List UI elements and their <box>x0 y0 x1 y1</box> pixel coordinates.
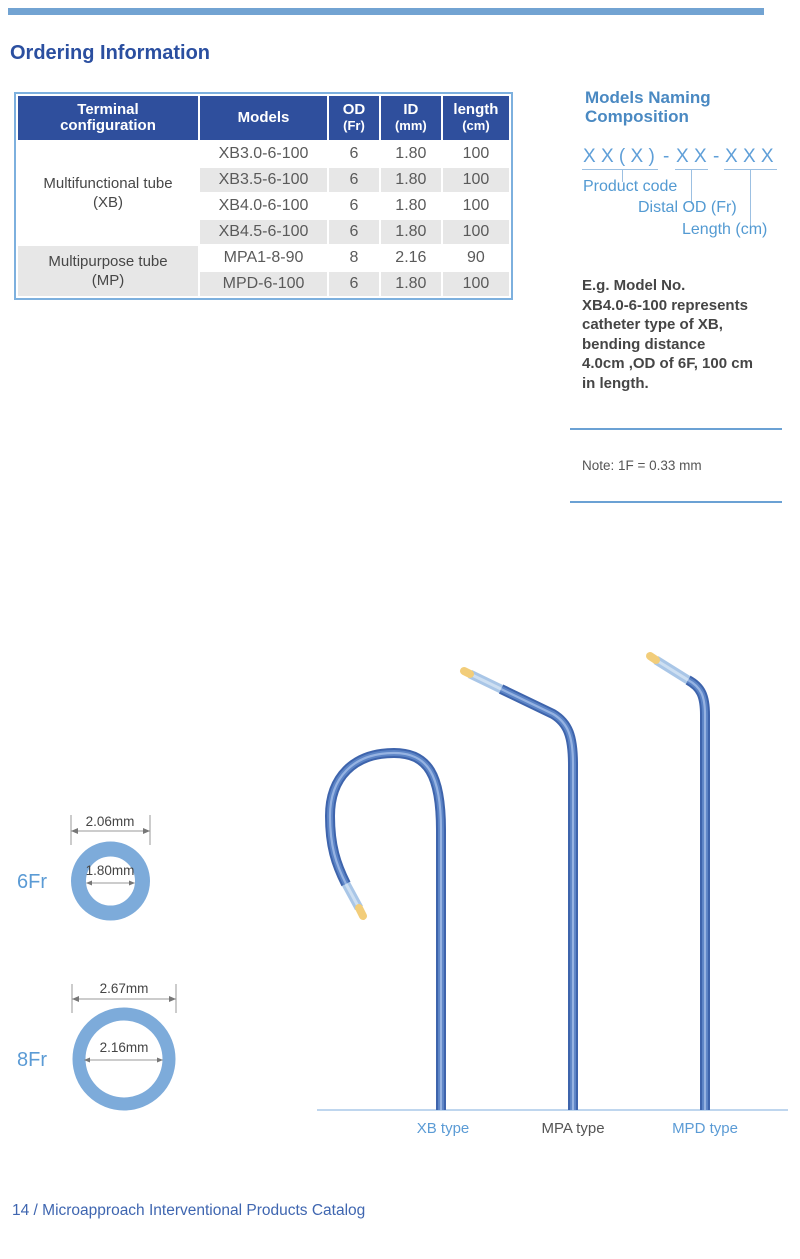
cell-od: 6 <box>329 220 379 244</box>
naming-composition-title <box>585 88 711 126</box>
catheter-mpd-tube-mid <box>688 680 705 1110</box>
fr6-outer-arrow-left <box>71 828 78 834</box>
naming-title-line2: Composition <box>585 107 689 126</box>
catheter-mpa-marker-tip <box>464 671 470 674</box>
divider-rule-bottom <box>570 501 782 503</box>
cell-od: 6 <box>329 168 379 192</box>
naming-title-line1: Models Naming <box>585 88 711 107</box>
cell-id: 1.80 <box>381 272 441 296</box>
table-header-row <box>18 96 509 140</box>
pattern-group-length: X X X <box>725 146 774 167</box>
fr8-label: 8Fr <box>17 1049 47 1071</box>
example-line: XB4.0-6-100 represents <box>582 296 748 314</box>
catheter-mpd-marker-tip <box>650 656 656 660</box>
example-line: in length. <box>582 374 649 392</box>
cell-model: XB3.5-6-100 <box>200 168 327 192</box>
example-line: E.g. Model No. <box>582 277 686 294</box>
pattern-group-od: X X <box>676 146 707 167</box>
pattern-dash-2: - <box>713 146 720 167</box>
note-text: Note: 1F = 0.33 mm <box>582 458 702 473</box>
divider-rule-top <box>570 428 782 430</box>
fr8-outer-arrow-right <box>169 996 176 1002</box>
cell-length: 100 <box>443 168 509 192</box>
fr6-outer-dim-label: 2.06mm <box>85 814 135 829</box>
group-xb-line1: Multifunctional tube <box>43 175 173 192</box>
fr8-outer-arrow-left <box>72 996 79 1002</box>
col-header-models-label: Models <box>237 109 290 126</box>
pattern-connector-length <box>750 169 751 226</box>
col-header-od <box>329 96 379 140</box>
col-header-terminal-line2: configuration <box>60 117 156 134</box>
pattern-group-product: X X ( X ) <box>583 146 655 167</box>
label-product-code: Product code <box>583 178 678 195</box>
cell-model: MPA1-8-90 <box>200 246 327 270</box>
group-xb-line2: (XB) <box>92 194 123 211</box>
catheter-mpa-soft-tip-highlight <box>470 674 501 689</box>
cell-id: 2.16 <box>381 246 441 270</box>
pattern-dash-1: - <box>663 146 670 167</box>
group-mp-line2: (MP) <box>91 272 125 289</box>
catheter-label-mpd: MPD type <box>672 1120 738 1137</box>
catheter-mpa-tube <box>501 689 573 1110</box>
cell-length: 100 <box>443 194 509 218</box>
col-header-id-line2: (mm) <box>394 118 427 133</box>
col-header-od-line1: OD <box>342 101 366 118</box>
fr6-label: 6Fr <box>17 871 47 893</box>
fr8-ring <box>79 1014 169 1104</box>
col-header-length-line2: (cm) <box>462 118 490 133</box>
cell-od: 6 <box>329 142 379 166</box>
cell-id: 1.80 <box>381 168 441 192</box>
col-header-id-line1: ID <box>403 101 419 118</box>
label-distal-od: Distal OD (Fr) <box>638 199 737 216</box>
ordering-table-wrap <box>14 92 513 300</box>
catheter-xb-tube-highlight <box>330 753 441 1110</box>
fr6-outer-arrow-right <box>143 828 150 834</box>
col-header-od-line2: (Fr) <box>343 118 365 133</box>
col-header-id <box>381 96 441 140</box>
example-text <box>582 276 753 393</box>
col-header-terminal-configuration <box>18 96 198 140</box>
cell-model: MPD-6-100 <box>200 272 327 296</box>
cell-length: 100 <box>443 142 509 166</box>
col-header-models <box>200 96 327 140</box>
fr8-outer-dim-label: 2.67mm <box>99 981 149 996</box>
group-cell-mp <box>18 246 198 296</box>
cell-model: XB3.0-6-100 <box>200 142 327 166</box>
example-line: catheter type of XB, <box>582 316 723 333</box>
cross-section-diagram <box>0 800 230 1130</box>
pattern-underline-product <box>582 169 658 170</box>
fr8-inner-dim-label: 2.16mm <box>99 1040 149 1055</box>
table-row <box>18 142 509 166</box>
catheter-mpa-tube-mid <box>501 689 573 1110</box>
top-accent-bar <box>8 8 764 15</box>
table-row <box>18 246 509 270</box>
catheter-xb-tube <box>330 753 441 1110</box>
cell-model: XB4.5-6-100 <box>200 220 327 244</box>
col-header-length <box>443 96 509 140</box>
cell-od: 8 <box>329 246 379 270</box>
page-title: Ordering Information <box>10 42 210 64</box>
cell-od: 6 <box>329 272 379 296</box>
catheter-mpa-tube-highlight <box>501 689 573 1110</box>
example-line: 4.0cm ,OD of 6F, 100 cm <box>582 355 753 372</box>
col-header-length-line1: length <box>453 101 499 118</box>
ordering-table <box>16 94 511 298</box>
catheter-xb-marker-tip <box>359 908 363 916</box>
cell-length: 100 <box>443 272 509 296</box>
page-footer: 14 / Microapproach Interventional Products Catalog <box>12 1202 366 1219</box>
fr6-ring <box>79 849 143 913</box>
catheter-xb-tube-mid <box>330 753 441 1110</box>
cell-id: 1.80 <box>381 142 441 166</box>
cell-model: XB4.0-6-100 <box>200 194 327 218</box>
group-mp-line1: Multipurpose tube <box>48 253 168 270</box>
label-length: Length (cm) <box>682 221 768 238</box>
catheter-mpd-soft-tip-highlight <box>656 660 688 680</box>
cell-id: 1.80 <box>381 220 441 244</box>
catheter-xb <box>330 753 441 1110</box>
cell-od: 6 <box>329 194 379 218</box>
group-cell-xb <box>18 142 198 244</box>
cell-length: 100 <box>443 220 509 244</box>
catheter-label-mpa: MPA type <box>541 1120 605 1137</box>
col-header-terminal-line1: Terminal <box>77 101 139 118</box>
catheter-label-xb: XB type <box>416 1120 470 1137</box>
fr6-inner-dim-label: 1.80mm <box>85 863 135 878</box>
catheter-mpa <box>464 671 573 1110</box>
catheter-mpd <box>650 656 705 1110</box>
cell-id: 1.80 <box>381 194 441 218</box>
catheter-illustration <box>280 620 800 1140</box>
cell-length: 90 <box>443 246 509 270</box>
example-line: bending distance <box>582 335 706 353</box>
